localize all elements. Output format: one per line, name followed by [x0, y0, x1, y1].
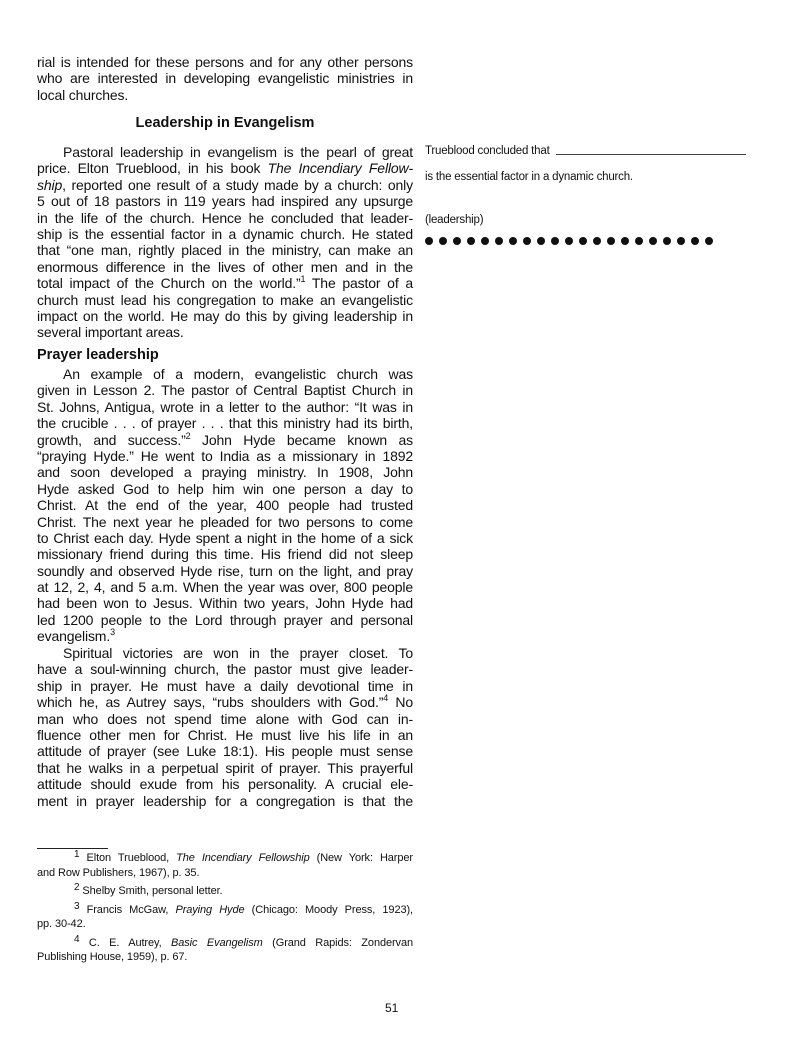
text-line: [37, 242, 413, 258]
text-line: [37, 711, 413, 727]
answer-text: (leadership): [425, 214, 484, 226]
text-run: Christ. At the end of the year, 400 people had trusted: [37, 497, 413, 514]
text-run: led 1200 people to the Lord through prayer and personal: [37, 611, 413, 628]
text-run: several important areas.: [37, 324, 184, 341]
question-suffix: is the essential factor in a dynamic church.: [425, 171, 633, 183]
text-run: ment in prayer leadership for a congregation is that the: [37, 792, 413, 809]
text-run: total impact of the Church on the world.”: [37, 275, 301, 292]
text-run: impact on the world. He may do this by giving leadership in: [37, 307, 413, 324]
footnote-line: [37, 884, 413, 899]
text-run: St. Johns, Antigua, wrote in a letter to the author: “It was in: [37, 398, 413, 415]
study-question: [425, 145, 746, 157]
text-run: The Incendiary Fellow-: [267, 160, 413, 177]
dot: [523, 237, 531, 245]
text-line: [37, 563, 413, 579]
intro-paragraph: [37, 54, 413, 103]
text-run: 5 out of 18 pastors in 119 years had inspired any upsurge: [37, 193, 413, 210]
footnote: [37, 933, 413, 965]
text-run: Pastoral leadership in evangelism is the pearl of great: [63, 144, 413, 160]
dot: [621, 237, 629, 245]
footnote-line: [37, 933, 413, 951]
text-line: [37, 210, 413, 226]
text-run: An example of a modern, evangelistic church was: [63, 366, 413, 382]
dot: [453, 237, 461, 245]
text-run: man who does not spend time alone with God can in-: [37, 710, 413, 727]
dot: [593, 237, 601, 245]
text-line: [37, 160, 413, 176]
text-run: Elton Trueblood,: [79, 852, 177, 864]
text-line: [37, 727, 413, 743]
question-prefix: Trueblood concluded that: [425, 145, 550, 157]
text-run: ship is the essential factor in a dynamic church. He stated: [37, 225, 413, 242]
text-line: [37, 448, 413, 464]
text-line: [37, 628, 413, 644]
dot: [565, 237, 573, 245]
text-run: and Row Publishers, 1967), p. 35.: [37, 866, 200, 879]
text-run: Hyde asked God to help him win one person a day to: [37, 480, 413, 497]
footnote-rule: [37, 848, 108, 849]
text-line: [37, 579, 413, 595]
text-line: [37, 177, 413, 193]
paragraph-pastoral-leadership: [37, 144, 413, 341]
text-line: [37, 595, 413, 611]
dot: [467, 237, 475, 245]
text-run: evangelism.: [37, 628, 111, 645]
text-run: given in Lesson 2. The pastor of Central Baptist Church in: [37, 382, 413, 399]
footnote-marker: 4: [74, 933, 80, 945]
text-run: in the life of the church. Hence he concluded that leader-: [37, 209, 413, 226]
text-run: to Christ each day. Hyde spent a night in the home of a sick: [37, 529, 413, 546]
text-line: [37, 382, 413, 398]
text-line: [37, 308, 413, 324]
footnotes: [37, 851, 413, 969]
text-run: have a soul-winning church, the pastor must give leader-: [37, 661, 413, 678]
footnote-marker: 3: [74, 900, 80, 912]
footnote-marker: 4: [383, 693, 389, 704]
text-line: [37, 54, 413, 70]
footnote-marker: 2: [74, 882, 80, 893]
text-line: [37, 144, 413, 160]
dot: [663, 237, 671, 245]
text-run: and soon developed a praying ministry. In 1908, John: [37, 464, 413, 481]
text-run: The Incendiary Fellowship: [176, 852, 310, 864]
text-line: [37, 481, 413, 497]
section-heading: Leadership in Evangelism: [135, 115, 315, 131]
text-run: soundly and observed Hyde rise, turn on the light, and pray: [37, 562, 413, 579]
text-run: which he, as Autrey says, “rubs shoulders with God.”: [37, 694, 384, 711]
text-run: Basic Evangelism: [171, 936, 263, 949]
text-line: [37, 661, 413, 677]
text-run: John Hyde became known as: [190, 431, 413, 448]
text-run: (New York: Harper: [309, 852, 413, 864]
text-run: The pastor of a: [305, 275, 413, 292]
paragraph-prayer-example: [37, 366, 413, 645]
text-run: attitude of prayer (see Luke 18:1). His people must sense: [37, 743, 413, 760]
text-run: Christ. The next year he pleaded for two persons to come: [37, 513, 413, 530]
text-run: Shelby Smith, personal letter.: [79, 885, 223, 897]
answer-blank: [556, 154, 746, 155]
text-run: (Grand Rapids: Zondervan: [262, 936, 413, 949]
dot: [677, 237, 685, 245]
text-run: local churches.: [37, 86, 129, 103]
footnote: [37, 884, 413, 899]
text-run: , reported one result of a study made by a church: only: [62, 176, 413, 193]
text-line: [37, 464, 413, 480]
footnote-marker: 2: [185, 430, 191, 441]
footnote: [37, 900, 413, 932]
text-line: [37, 324, 413, 340]
text-run: ship: [37, 176, 63, 193]
text-line: [37, 497, 413, 513]
text-run: that “one man, rightly placed in the ministry, can make an: [37, 242, 413, 259]
footnote-line: [37, 950, 413, 965]
paragraph-spiritual-victories: [37, 645, 413, 809]
dot: [551, 237, 559, 245]
footnote: [37, 851, 413, 880]
dot: [509, 237, 517, 245]
text-line: [37, 530, 413, 546]
text-line: [37, 678, 413, 694]
dot: [495, 237, 503, 245]
page-number: 51: [385, 1001, 399, 1015]
text-run: “praying Hyde.” He went to India as a missionary in 1892: [37, 447, 413, 464]
dot: [635, 237, 643, 245]
text-run: missionary friend during this time. His friend did not sleep: [37, 546, 413, 563]
footnote-marker: 1: [300, 274, 306, 285]
text-line: [37, 399, 413, 415]
text-line: [37, 776, 413, 792]
text-run: the crucible . . . of prayer . . . that this ministry had its birth,: [37, 415, 413, 432]
dot: [481, 237, 489, 245]
text-run: growth, and success.”: [37, 431, 186, 448]
text-run: No: [388, 694, 413, 711]
text-run: had been won to Jesus. Within two years, John Hyde had: [37, 595, 413, 612]
text-run: who are interested in developing evangelistic ministries in: [37, 70, 413, 87]
subsection-heading: Prayer leadership: [37, 347, 159, 363]
text-run: rial is intended for these persons and for any other persons: [37, 54, 413, 70]
text-line: [37, 259, 413, 275]
text-line: [37, 432, 413, 448]
text-run: (Chicago: Moody Press, 1923),: [244, 903, 413, 916]
text-run: that he walks in a perpetual spirit of prayer. This prayerful: [37, 759, 413, 776]
text-run: Spiritual victories are won in the prayer closet. To: [63, 645, 413, 661]
text-line: [37, 366, 413, 382]
dot: [425, 237, 433, 245]
text-run: Francis McGaw,: [79, 903, 176, 916]
dot: [691, 237, 699, 245]
footnote-line: [37, 866, 413, 881]
text-line: [37, 514, 413, 530]
footnote-marker: 3: [110, 627, 115, 638]
dot: [579, 237, 587, 245]
text-run: C. E. Autrey,: [79, 936, 171, 949]
text-line: [37, 70, 413, 86]
text-run: pp. 30-42.: [37, 918, 86, 930]
text-line: [37, 226, 413, 242]
text-run: Praying Hyde: [175, 903, 245, 916]
text-line: [37, 275, 413, 291]
text-line: [37, 415, 413, 431]
dot: [439, 237, 447, 245]
text-run: enormous difference in the lives of other men and in the: [37, 258, 413, 275]
footnote-line: [37, 900, 413, 918]
text-line: [37, 546, 413, 562]
text-line: [37, 612, 413, 628]
dot: [649, 237, 657, 245]
text-run: Publishing House, 1959), p. 67.: [37, 951, 188, 963]
dot: [607, 237, 615, 245]
text-line: [37, 793, 413, 809]
text-run: ship in prayer. He must have a daily devotional time in: [37, 677, 413, 694]
footnote-marker: 1: [74, 849, 80, 860]
footnote-line: [37, 851, 413, 866]
text-run: attitude should exude from his personality. A crucial ele-: [37, 776, 413, 793]
text-line: [37, 193, 413, 209]
separator-dots: [425, 237, 713, 245]
text-run: church must lead his congregation to make an evangelistic: [37, 291, 413, 308]
text-run: at 12, 2, 4, and 5 a.m. When the year was over, 800 people: [37, 579, 413, 596]
text-run: fluence other men for Christ. He must live his life in an: [37, 726, 413, 743]
text-line: [37, 645, 413, 661]
text-line: [37, 292, 413, 308]
dot: [537, 237, 545, 245]
text-line: [37, 87, 413, 103]
footnote-line: [37, 917, 413, 932]
text-line: [37, 694, 413, 710]
text-run: price. Elton Trueblood, in his book: [37, 160, 268, 177]
text-line: [37, 743, 413, 759]
dot: [705, 237, 713, 245]
text-line: [37, 760, 413, 776]
